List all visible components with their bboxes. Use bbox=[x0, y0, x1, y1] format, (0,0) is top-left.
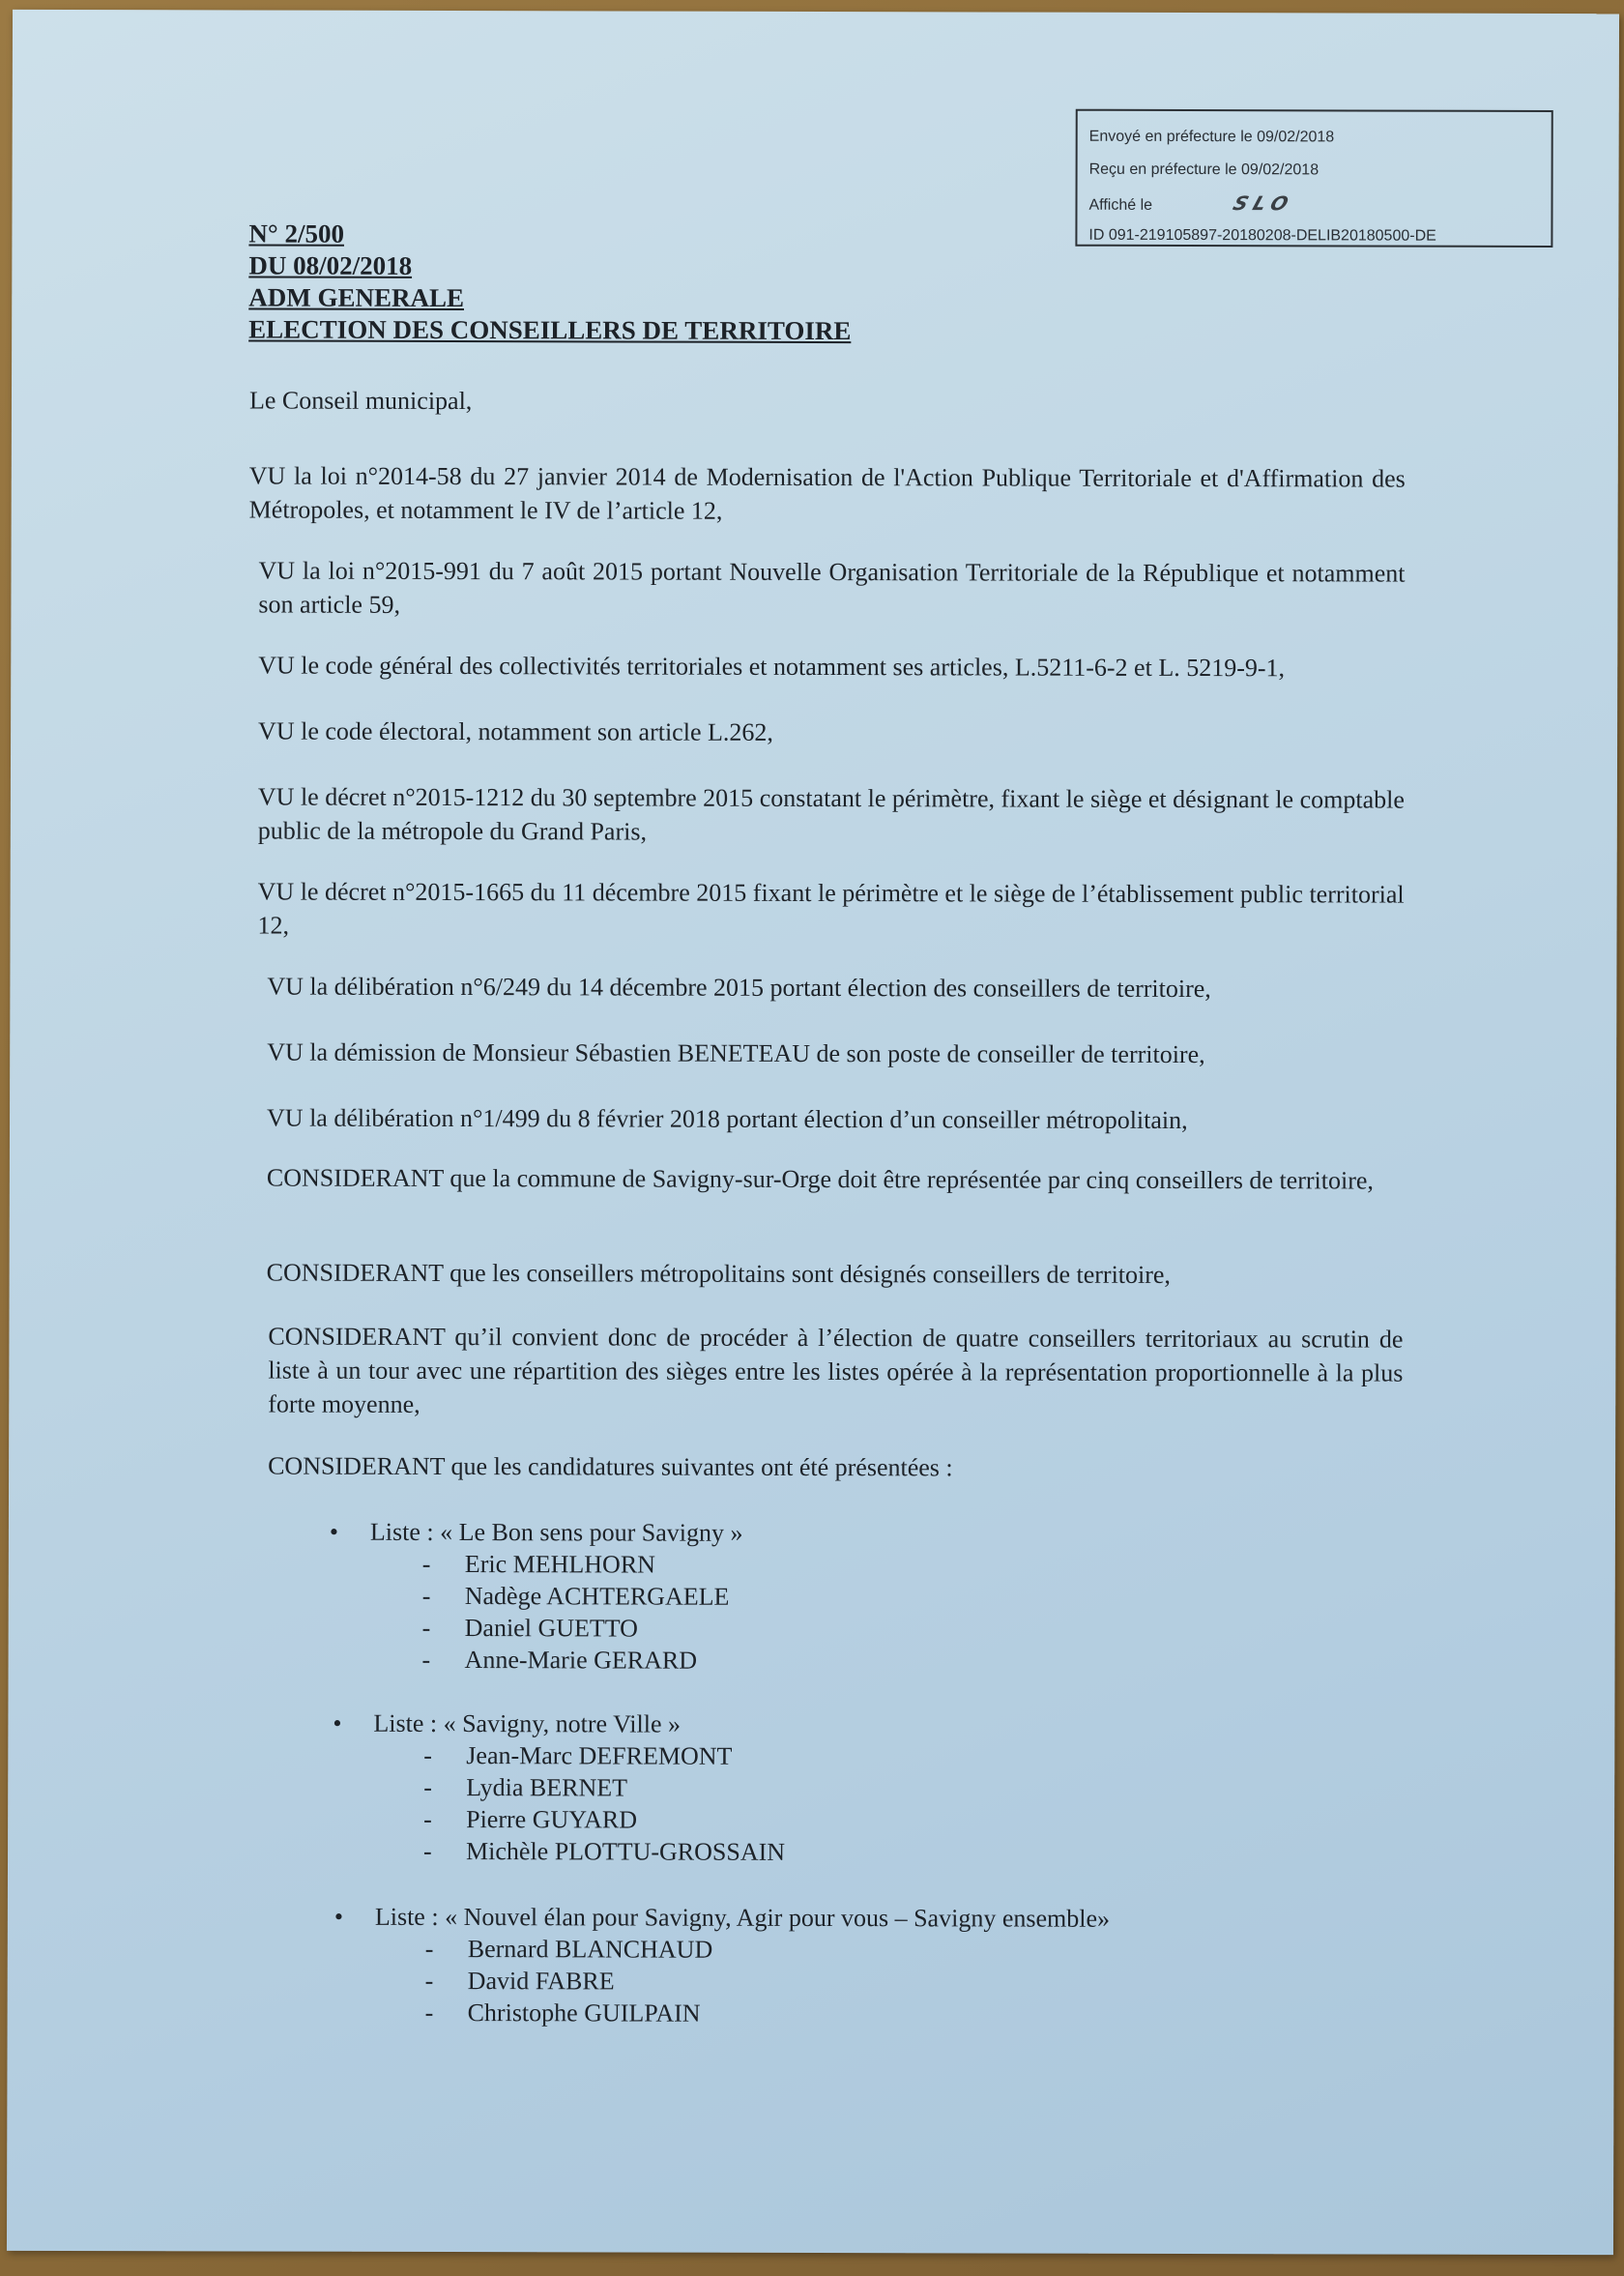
candidate-name: Jean-Marc DEFREMONT bbox=[466, 1741, 733, 1770]
candidate-row bbox=[425, 1997, 701, 2029]
candidate-name: Anne-Marie GERARD bbox=[464, 1646, 698, 1675]
dash-icon: - bbox=[423, 1836, 432, 1865]
list-item bbox=[333, 1707, 681, 1740]
dash-icon: - bbox=[421, 1581, 431, 1610]
stamp-posted: Affiché le bbox=[1088, 196, 1153, 214]
stamp-received: Reçu en préfecture le 09/02/2018 bbox=[1088, 160, 1320, 179]
dash-icon: - bbox=[421, 1549, 431, 1578]
paragraph-12: CONSIDERANT qu’il convient donc de procéder à l’élection de quatre conseillers territoriaux au scrutin de liste à un tour avec une répartition des sièges entre les listes opérée à la représentation proportionnelle à la plus forte moyenne, bbox=[268, 1322, 1404, 1418]
candidate-name: Pierre GUYARD bbox=[466, 1805, 638, 1834]
paragraph-10: CONSIDERANT que la commune de Savigny-sur-Orge doit être représentée par cinq conseillers de territoire, bbox=[266, 1163, 1374, 1195]
paragraph-1: VU la loi n°2014-58 du 27 janvier 2014 de Modernisation de l'Action Publique Territoriale et d'Affirmation des Métropoles, et notamment le IV de l’article 12, bbox=[248, 461, 1406, 525]
stamp-sent: Envoyé en préfecture le 09/02/2018 bbox=[1088, 128, 1335, 146]
paragraph-8: VU la démission de Monsieur Sébastien BENETEAU de son poste de conseiller de territoire, bbox=[267, 1037, 1205, 1069]
candidate-row bbox=[423, 1739, 732, 1772]
list-title: Liste : « Le Bon sens pour Savigny » bbox=[369, 1517, 743, 1547]
paragraph-11: CONSIDERANT que les conseillers métropolitains sont désignés conseillers de territoire, bbox=[266, 1258, 1171, 1289]
stamp-posted-row bbox=[1088, 187, 1539, 220]
candidate-name: Daniel GUETTO bbox=[464, 1614, 639, 1643]
paragraph-4: VU le code électoral, notamment son article L.262, bbox=[258, 716, 773, 746]
intro-paragraph: Le Conseil municipal, bbox=[248, 386, 473, 416]
paragraph-3: VU le code général des collectivités territoriales et notamment ses articles, L.5211-6-2 et L. 5219-9-1, bbox=[258, 651, 1286, 683]
stamp-id: ID 091-219105897-20180208-DELIB20180500-DE bbox=[1088, 226, 1436, 245]
document-page bbox=[7, 10, 1619, 2255]
candidate-row bbox=[422, 1644, 698, 1677]
dash-icon: - bbox=[424, 1934, 434, 1963]
dash-icon: - bbox=[421, 1645, 431, 1674]
list-title: Liste : « Nouvel élan pour Savigny, Agir pour vous – Savigny ensemble» bbox=[374, 1902, 1111, 1933]
candidate-row bbox=[423, 1803, 637, 1836]
candidate-row bbox=[423, 1835, 785, 1868]
list-title: Liste : « Savigny, notre Ville » bbox=[373, 1708, 682, 1738]
bullet-icon: • bbox=[329, 1517, 339, 1546]
dash-icon: - bbox=[424, 1998, 434, 2027]
paragraph-5: VU le décret n°2015-1212 du 30 septembre 2015 constatant le périmètre, fixant le siège et désignant le comptable public de la métropole du Grand Paris, bbox=[257, 782, 1405, 846]
deliberation-date: DU 08/02/2018 bbox=[248, 250, 413, 280]
candidate-row bbox=[422, 1580, 730, 1613]
deliberation-header bbox=[248, 218, 852, 347]
candidate-name: Michèle PLOTTU-GROSSAIN bbox=[466, 1837, 786, 1866]
candidate-name: Lydia BERNET bbox=[466, 1773, 628, 1802]
candidate-row bbox=[425, 1933, 713, 1966]
candidate-name: Bernard BLANCHAUD bbox=[467, 1935, 713, 1964]
prefecture-stamp bbox=[1075, 109, 1552, 248]
bullet-icon: • bbox=[333, 1708, 342, 1737]
candidate-row bbox=[425, 1965, 615, 1998]
candidate-name: Christophe GUILPAIN bbox=[467, 1999, 701, 2028]
candidate-name: Eric MEHLHORN bbox=[464, 1550, 656, 1579]
paragraph-6: VU le décret n°2015-1665 du 11 décembre 2015 fixant le périmètre et le siège de l’établissement public territorial 12, bbox=[257, 877, 1405, 940]
bullet-icon: • bbox=[334, 1902, 344, 1931]
deliberation-service: ADM GENERALE bbox=[248, 282, 465, 313]
candidate-row bbox=[423, 1771, 627, 1804]
paragraph-7: VU la délibération n°6/249 du 14 décembre 2015 portant élection des conseillers de territoire, bbox=[267, 972, 1211, 1004]
list-item bbox=[334, 1901, 1110, 1935]
dash-icon: - bbox=[423, 1804, 432, 1833]
candidate-name: Nadège ACHTERGAELE bbox=[464, 1582, 730, 1611]
candidate-row bbox=[422, 1612, 638, 1645]
dash-icon: - bbox=[423, 1740, 433, 1769]
candidate-row bbox=[422, 1548, 655, 1581]
deliberation-title: ELECTION DES CONSEILLERS DE TERRITOIRE bbox=[248, 314, 852, 346]
paragraph-13: CONSIDERANT que les candidatures suivantes ont été présentées : bbox=[268, 1451, 953, 1482]
dash-icon: - bbox=[421, 1613, 431, 1642]
list-item bbox=[330, 1516, 743, 1549]
dash-icon: - bbox=[424, 1966, 434, 1995]
dash-icon: - bbox=[423, 1772, 432, 1801]
candidate-name: David FABRE bbox=[467, 1967, 615, 1996]
deliberation-number: N° 2/500 bbox=[248, 219, 345, 248]
stamp-signature: SLO bbox=[1230, 191, 1297, 216]
paragraph-2: VU la loi n°2015-991 du 7 août 2015 portant Nouvelle Organisation Territoriale de la République et notamment son article 59, bbox=[258, 556, 1406, 619]
paragraph-9: VU la délibération n°1/499 du 8 février 2018 portant élection d’un conseiller métropolitain, bbox=[266, 1103, 1188, 1135]
